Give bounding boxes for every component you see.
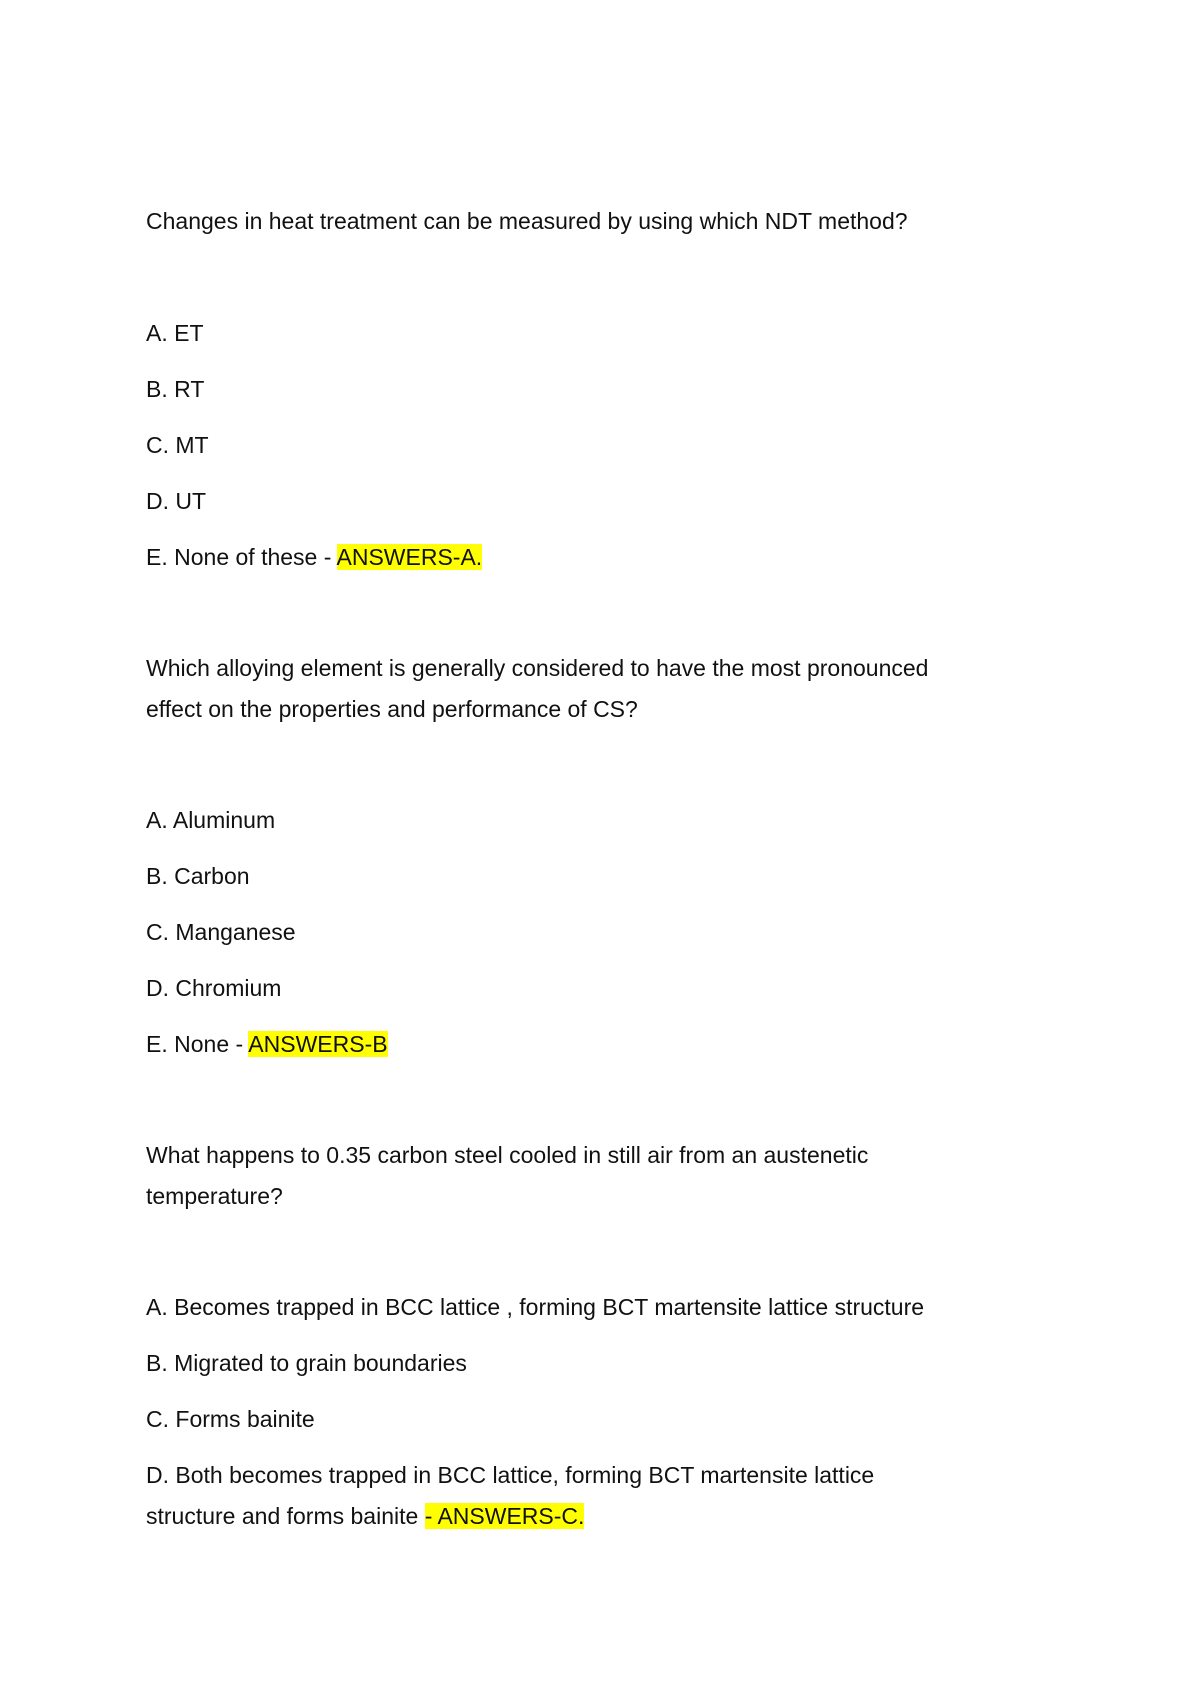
question-2-answer-highlight: ANSWERS-B	[248, 1031, 388, 1057]
question-2-option-a: A. Aluminum	[146, 807, 276, 833]
question-3-option-d-line-1: D. Both becomes trapped in BCC lattice, forming BCT martensite lattice	[146, 1462, 875, 1488]
question-1-option-d: D. UT	[146, 488, 207, 514]
question-2-option-e-line	[146, 1029, 388, 1059]
question-3-option-d-line-2	[146, 1501, 584, 1531]
question-3-text-line-1: What happens to 0.35 carbon steel cooled in still air from an austenetic	[146, 1142, 869, 1168]
question-3-option-c: C. Forms bainite	[146, 1406, 315, 1432]
question-1-text: Changes in heat treatment can be measured by using which NDT method?	[146, 208, 908, 234]
question-1-option-b: B. RT	[146, 376, 205, 402]
question-2-text-line-2: effect on the properties and performance of CS?	[146, 696, 638, 722]
question-3-option-b: B. Migrated to grain boundaries	[146, 1350, 467, 1376]
question-3-answer-highlight: - ANSWERS-C.	[424, 1503, 585, 1529]
question-2-option-b: B. Carbon	[146, 863, 250, 889]
question-1-option-e-line	[146, 542, 482, 572]
question-1-option-e: E. None of these -	[146, 544, 337, 570]
question-3-option-d-continued: structure and forms bainite	[146, 1503, 425, 1529]
question-1-answer-highlight: ANSWERS-A.	[336, 544, 483, 570]
question-3-option-a: A. Becomes trapped in BCC lattice , forming BCT martensite lattice structure	[146, 1294, 925, 1320]
question-1-option-a: A. ET	[146, 320, 204, 346]
question-2-text-line-1: Which alloying element is generally considered to have the most pronounced	[146, 655, 929, 681]
question-1-option-c: C. MT	[146, 432, 209, 458]
question-3-text-line-2: temperature?	[146, 1183, 283, 1209]
question-2-option-c: C. Manganese	[146, 919, 296, 945]
question-2-option-d: D. Chromium	[146, 975, 282, 1001]
question-2-option-e: E. None -	[146, 1031, 249, 1057]
